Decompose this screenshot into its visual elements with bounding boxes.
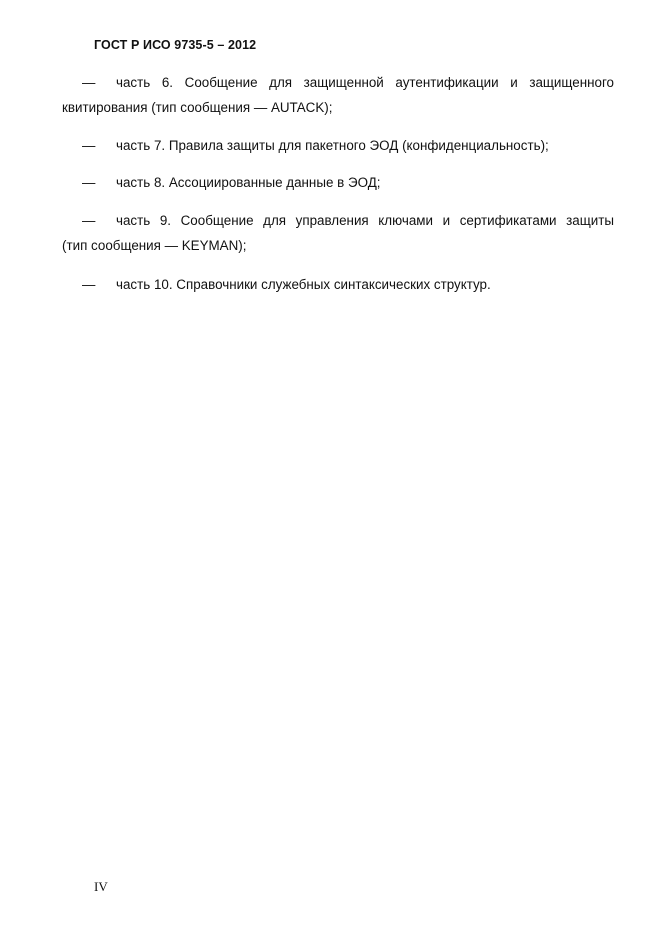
list-item-continuation: (тип сообщения — KEYMAN); [62, 238, 247, 253]
list-dash: — [82, 175, 96, 190]
list-item-continuation: квитирования (тип сообщения — AUTACK); [62, 100, 333, 115]
list-item-text: часть 7. Правила защиты для пакетного ЭОД (конфиденциальность); [116, 138, 549, 153]
list-item-text: часть 9. Сообщение для управления ключами и сертификатами защиты [116, 213, 614, 228]
list-dash: — [82, 138, 96, 153]
list-item-part-6 [62, 70, 614, 120]
standard-header: ГОСТ Р ИСО 9735-5 – 2012 [94, 38, 257, 52]
list-item-line [62, 70, 614, 95]
list-item-part-7 [62, 133, 614, 158]
list-item-text: часть 10. Справочники служебных синтаксических структур. [116, 277, 491, 292]
list-dash: — [82, 277, 96, 292]
list-item-line [62, 170, 614, 195]
parts-list [62, 70, 614, 297]
list-item-line [62, 208, 614, 233]
list-item-text: часть 6. Сообщение для защищенной аутентификации и защищенного [116, 75, 614, 90]
list-item-line [62, 272, 614, 297]
list-item-text: часть 8. Ассоциированные данные в ЭОД; [116, 175, 381, 190]
list-item-part-10 [62, 272, 614, 297]
page-number: IV [94, 879, 108, 894]
list-dash: — [82, 75, 96, 90]
list-item-part-9 [62, 208, 614, 258]
list-item-part-8 [62, 170, 614, 195]
list-dash: — [82, 213, 96, 228]
list-item-line [62, 133, 614, 158]
